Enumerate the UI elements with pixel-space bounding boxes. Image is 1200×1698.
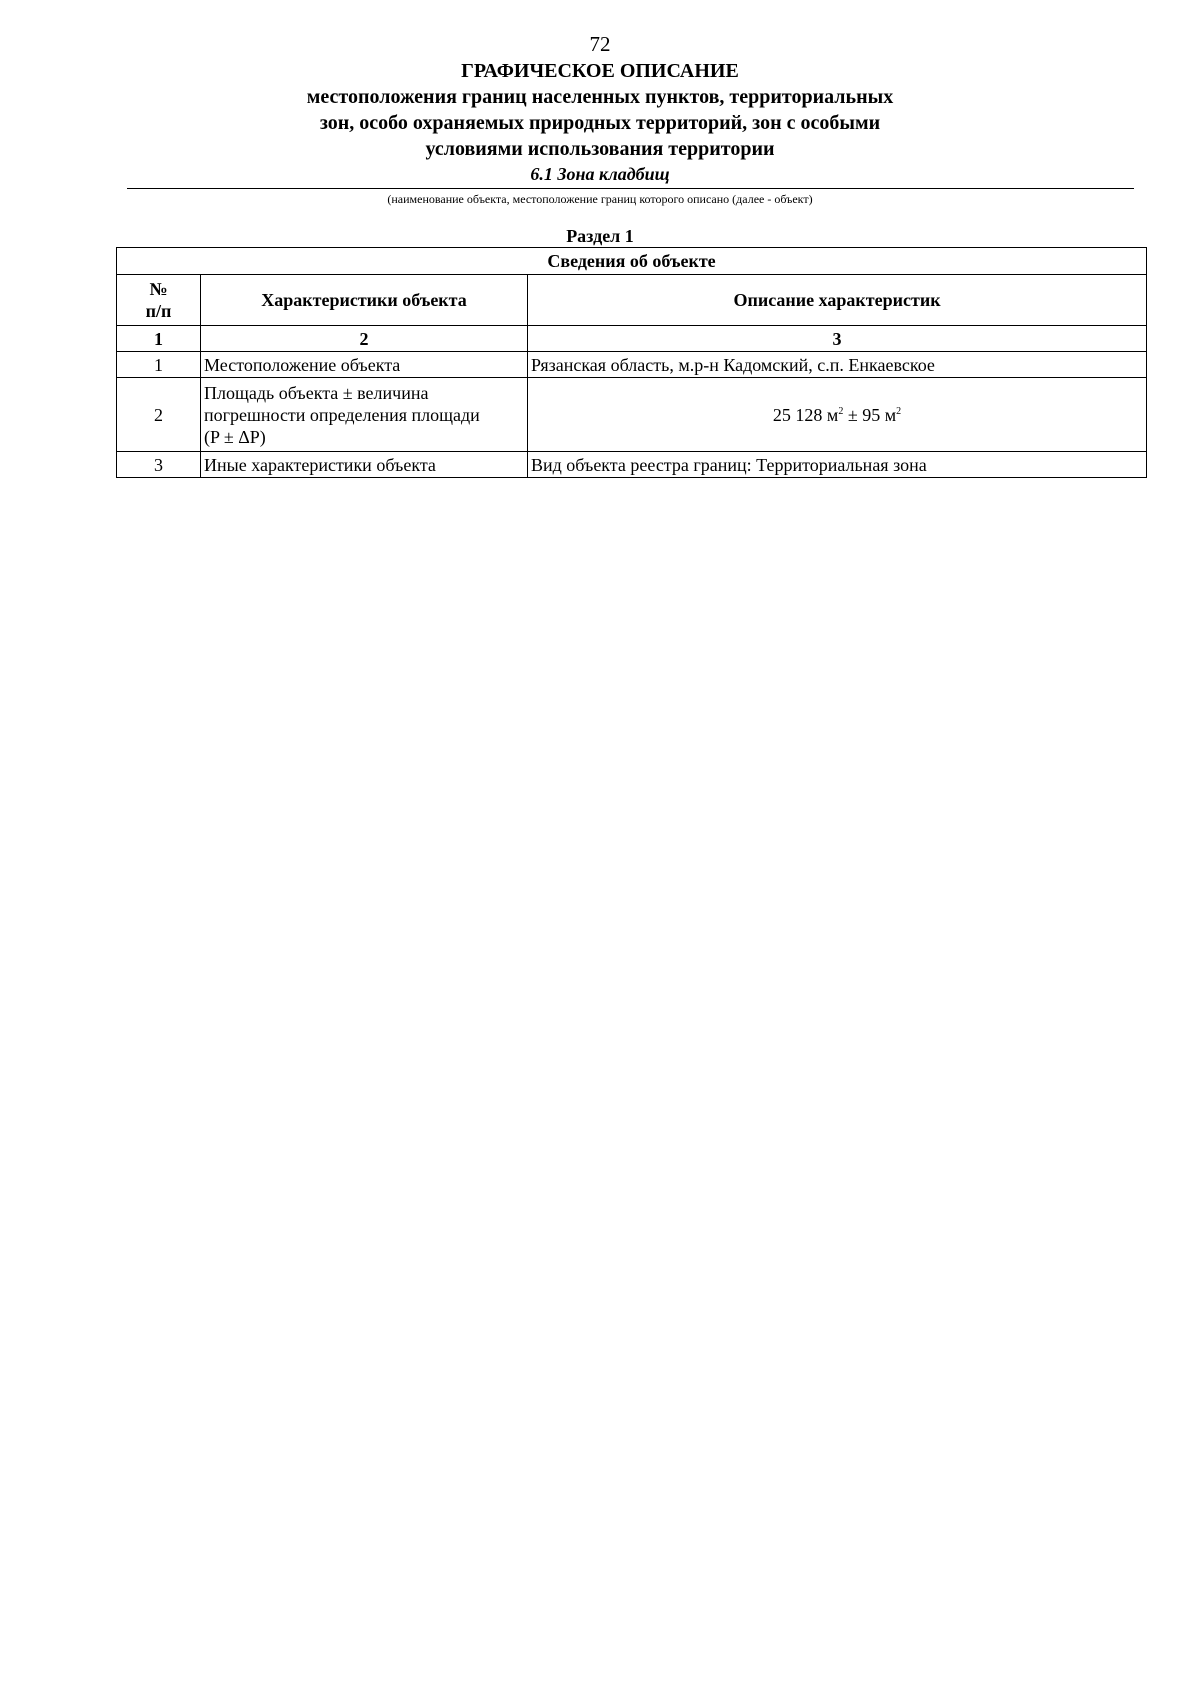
title-line-4: условиями использования территории — [425, 138, 775, 160]
area-error: ± 95 м — [843, 404, 897, 425]
table-title-row — [117, 248, 1147, 275]
table-row — [117, 378, 1147, 452]
title-line-3: зон, особо охраняемых природных территорий, зон с особыми — [319, 112, 881, 134]
area-unit-exponent: 2 — [838, 405, 844, 417]
column-number-row — [117, 326, 1147, 352]
row-characteristic: Иные характеристики объекта — [201, 452, 528, 478]
table-title: Сведения об объекте — [117, 248, 1147, 275]
row-characteristic-line-2: погрешности определения площади — [204, 404, 480, 425]
document-title — [0, 58, 1200, 162]
row-num: 2 — [117, 378, 201, 452]
row-characteristic-line-3: (P ± ΔP) — [204, 426, 266, 447]
title-line-1: ГРАФИЧЕСКОЕ ОПИСАНИЕ — [461, 60, 739, 82]
row-num: 3 — [117, 452, 201, 478]
title-line-2: местоположения границ населенных пунктов, территориальных — [306, 86, 894, 108]
area-error-exponent: 2 — [896, 405, 902, 417]
column-number: 3 — [528, 326, 1147, 352]
underline-rule — [127, 188, 1134, 189]
header-num — [117, 275, 201, 326]
row-characteristic: Местоположение объекта — [201, 352, 528, 378]
header-description: Описание характеристик — [528, 275, 1147, 326]
row-description-area — [528, 378, 1147, 452]
column-number: 1 — [117, 326, 201, 352]
table-row — [117, 352, 1147, 378]
row-description: Рязанская область, м.р-н Кадомский, с.п. Енкаевское — [528, 352, 1147, 378]
object-info-table — [116, 247, 1147, 478]
header-num-line-1: № — [149, 279, 168, 299]
section-title: Раздел 1 — [566, 226, 634, 246]
area-value: 25 128 м — [772, 404, 839, 425]
object-name: 6.1 Зона кладбищ — [530, 164, 670, 184]
table-row — [117, 452, 1147, 478]
row-characteristic-line-1: Площадь объекта ± величина — [204, 382, 429, 403]
row-characteristic — [201, 378, 528, 452]
column-number: 2 — [201, 326, 528, 352]
row-num: 1 — [117, 352, 201, 378]
table-header-row — [117, 275, 1147, 326]
object-name-caption: (наименование объекта, местоположение границ которого описано (далее - объект) — [387, 192, 813, 206]
header-characteristic: Характеристики объекта — [201, 275, 528, 326]
row-description: Вид объекта реестра границ: Территориальная зона — [528, 452, 1147, 478]
page-number: 72 — [589, 32, 611, 56]
header-num-line-2: п/п — [145, 301, 172, 321]
